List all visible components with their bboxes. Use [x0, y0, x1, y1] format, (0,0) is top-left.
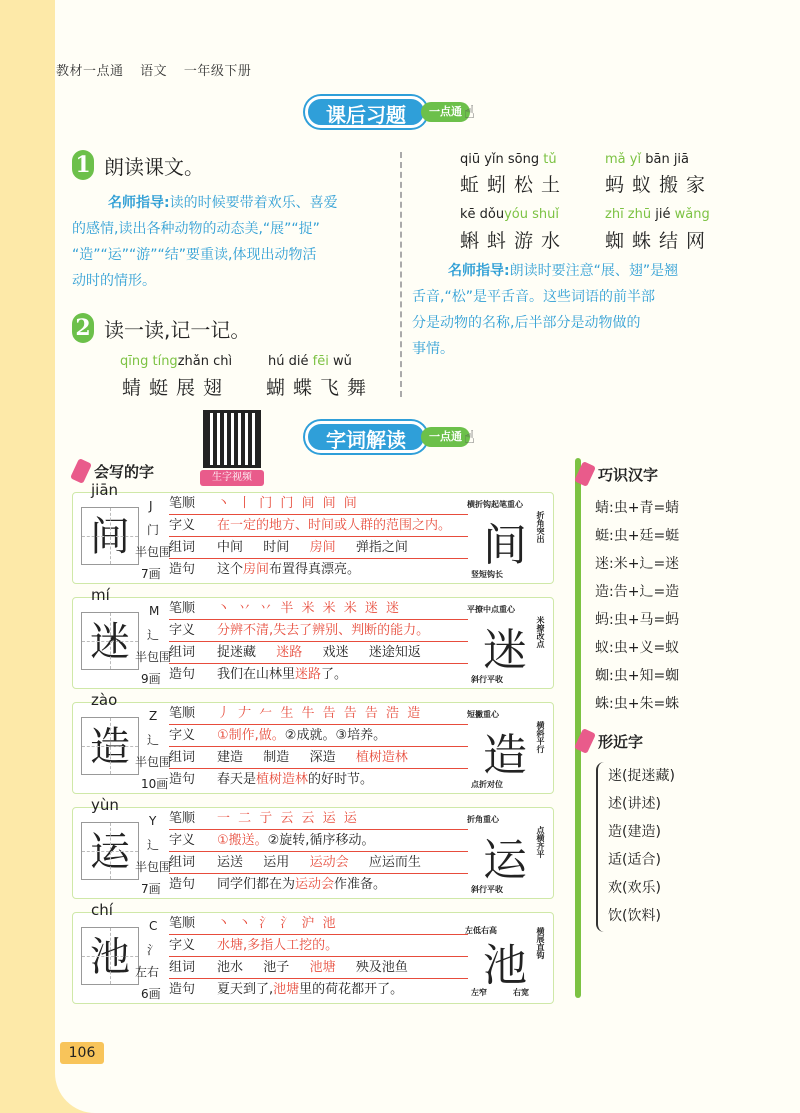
row-meaning [169, 830, 468, 852]
row-words [169, 642, 468, 664]
skill-item: 蚁:虫+义=蚁 [595, 640, 680, 656]
word: 深造 [309, 750, 336, 765]
row-words [169, 852, 468, 874]
guide-line: “造”“运”“游”“结”要重读,体现出动物活 [72, 247, 317, 263]
writing-note: 左窄 [471, 988, 487, 997]
writing-demo [467, 602, 547, 686]
row-label: 组词 [169, 960, 196, 975]
word: 戏迷 [322, 645, 349, 660]
row-label: 笔顺 [169, 916, 196, 931]
row-label: 组词 [169, 855, 196, 870]
word: 殃及池鱼 [355, 960, 408, 975]
question-number: 2 [72, 313, 94, 343]
row-sentence [169, 559, 468, 581]
word: 植树造林 [355, 750, 408, 765]
meaning-text: 水塘,多指人工挖的。 [217, 938, 339, 953]
writing-note: 折角突出 [536, 511, 545, 543]
row-meaning [169, 725, 468, 747]
sentence-highlight: 运动会 [295, 877, 335, 892]
radical: 辶 [147, 628, 160, 642]
writing-note: 横展直钩 [536, 927, 545, 959]
skill-item: 蜘:虫+知=蜘 [595, 668, 680, 684]
meaning-text: ②成就。③培养。 [284, 728, 387, 743]
char-grid: 运 [81, 822, 139, 880]
bracket [596, 762, 606, 932]
skill-item: 蜓:虫+廷=蜓 [595, 528, 680, 544]
radical: 辶 [147, 733, 160, 747]
demo-char: 运 [483, 835, 527, 886]
char-pinyin: jiān [91, 481, 119, 499]
sentence-highlight: 池塘 [273, 982, 300, 997]
sentence-text: 这个 [217, 562, 244, 577]
row-meaning [169, 935, 468, 957]
char-grid: 迷 [81, 612, 139, 670]
column-divider [400, 152, 402, 397]
row-order [169, 703, 468, 725]
guide-label: 名师指导: [448, 263, 510, 279]
pinyin-row [460, 207, 559, 222]
row-order [169, 493, 468, 515]
meaning-text: 分辨不清,失去了辨别、判断的能力。 [217, 623, 430, 638]
initial-letter: M [149, 604, 160, 618]
pinyin: kē dǒu [460, 207, 505, 222]
structure: 左右 [135, 965, 160, 979]
similar-item: 欢(欢乐) [608, 880, 661, 896]
sentence-text: 作准备。 [334, 877, 387, 892]
demo-char: 迷 [483, 625, 527, 676]
word-pair: 蚂蚁搬家 [605, 174, 714, 196]
row-label: 组词 [169, 750, 196, 765]
row-order [169, 913, 468, 935]
row-meaning [169, 515, 468, 537]
grade: 一年级下册 [183, 64, 252, 79]
section-title: 会写的字 [94, 462, 155, 481]
meaning-text: 在一定的地方、时间或人群的范围之内。 [217, 518, 452, 533]
section-skill [578, 463, 658, 485]
skill-item: 造:告+辶=造 [595, 584, 680, 600]
row-label: 造句 [169, 772, 196, 787]
question-title: 读一读,记一记。 [104, 317, 251, 342]
stroke-count: 10画 [141, 777, 169, 791]
row-label: 字义 [169, 938, 196, 953]
row-label: 笔顺 [169, 601, 196, 616]
pointer-hand-icon: ☝ [464, 426, 475, 448]
word-pair: 蚯蚓松土 [460, 174, 569, 196]
pinyin: fēi [312, 354, 329, 369]
meaning-text: ①制作,做。 [217, 728, 285, 743]
similar-list [608, 762, 675, 930]
char-card [72, 901, 554, 1004]
row-label: 造句 [169, 562, 196, 577]
similar-item: 造(建造) [608, 824, 661, 840]
pinyin: tǔ [543, 152, 557, 167]
sentence-text: 同学们都在为 [217, 877, 296, 892]
similar-item: 述(讲述) [608, 796, 661, 812]
row-order [169, 808, 468, 830]
word: 弹指之间 [355, 540, 408, 555]
pencil-icon [70, 458, 92, 484]
green-divider [575, 458, 581, 998]
row-label: 组词 [169, 540, 196, 555]
guide-label: 名师指导: [108, 195, 170, 211]
meaning-text: ②旋转,循序移动。 [267, 833, 375, 848]
char-card [72, 796, 554, 899]
stroke-count: 6画 [141, 987, 161, 1001]
initial-letter: C [149, 919, 158, 933]
subject: 语文 [140, 64, 168, 79]
word-pair: 蝌蚪游水 [460, 230, 569, 252]
radical: 门 [147, 523, 160, 537]
pinyin: yóu shuǐ [504, 207, 559, 222]
sentence-text: 夏天到了, [217, 982, 274, 997]
pinyin: yǐ [629, 152, 642, 167]
word: 运动会 [309, 855, 349, 870]
pinyin: qiū yǐn sōng [460, 152, 540, 167]
initial-letter: Y [149, 814, 157, 828]
similar-item: 迷(捉迷藏) [608, 768, 675, 784]
sentence-text: 春天是 [217, 772, 257, 787]
row-sentence [169, 874, 468, 896]
char-card [72, 586, 554, 689]
word: 池水 [217, 960, 244, 975]
row-label: 字义 [169, 518, 196, 533]
demo-char: 池 [483, 940, 527, 991]
stroke-count: 9画 [141, 672, 161, 686]
row-label: 笔顺 [169, 706, 196, 721]
guide-line: 的感情,读出各种动物的动态美,“展”“捉” [72, 221, 320, 237]
word: 运用 [263, 855, 290, 870]
row-meaning [169, 620, 468, 642]
page-number: 106 [60, 1042, 104, 1064]
initial-letter: J [149, 499, 153, 513]
writing-note: 斜行平收 [471, 675, 503, 684]
char-card [72, 481, 554, 584]
writing-demo [467, 497, 547, 581]
row-label: 造句 [169, 982, 196, 997]
writing-note: 右宽 [513, 988, 529, 997]
guide-line: 动时的情形。 [72, 273, 156, 289]
similar-item: 饮(饮料) [608, 908, 661, 924]
qr-label: 生字视频 [200, 470, 264, 486]
skill-item: 蛛:虫+朱=蛛 [595, 696, 680, 712]
writing-note: 点横齐平 [536, 826, 545, 858]
banner-tag: 一点通 [421, 102, 470, 122]
writing-note: 点折对位 [471, 780, 503, 789]
skill-item: 迷:米+辶=迷 [595, 556, 680, 572]
pinyin: wǔ [332, 354, 352, 369]
writing-note: 竖短钩长 [471, 570, 503, 579]
char-pinyin: zào [91, 691, 118, 709]
section-title: 巧识汉字 [598, 465, 659, 484]
pointer-hand-icon: ☝ [464, 101, 475, 123]
row-words [169, 957, 468, 979]
word-pair: 蝴蝶飞舞 [266, 377, 375, 399]
sentence-highlight: 迷路 [295, 667, 322, 682]
row-sentence [169, 664, 468, 686]
skill-list [595, 494, 679, 718]
char-grid: 造 [81, 717, 139, 775]
question-title: 朗读课文。 [104, 154, 204, 179]
pinyin-row [120, 354, 232, 369]
sentence-text: 里的荷花都开了。 [299, 982, 404, 997]
row-order [169, 598, 468, 620]
structure: 半包围 [135, 545, 172, 559]
teacher-guide-2 [412, 258, 742, 362]
word-pair: 蜻蜓展翅 [122, 377, 231, 399]
pinyin: wǎng [674, 207, 710, 222]
skill-item: 蜻:虫+青=蜻 [595, 500, 680, 516]
row-label: 字义 [169, 833, 196, 848]
similar-item: 适(适合) [608, 852, 661, 868]
pinyin-row [605, 152, 689, 167]
pinyin-row [268, 354, 352, 369]
char-pinyin: yùn [91, 796, 119, 814]
pinyin: zhǎn chì [177, 354, 233, 369]
writing-note: 横折钩起笔重心 [467, 500, 523, 509]
structure: 半包围 [135, 650, 172, 664]
stroke-count: 7画 [141, 882, 161, 896]
pinyin: jié [655, 207, 671, 222]
guide-line: 读的时候要带着欢乐、喜爱 [169, 195, 338, 211]
guide-line: 舌音,“松”是平舌音。这些词语的前半部 [412, 289, 655, 305]
word-pair: 蜘蛛结网 [605, 230, 714, 252]
guide-line: 事情。 [412, 341, 454, 357]
word: 中间 [217, 540, 244, 555]
sentence-text: 我们在山林里 [217, 667, 296, 682]
question-1 [72, 150, 204, 180]
writing-note: 横斜平行 [536, 721, 545, 753]
word: 迷途知返 [368, 645, 421, 660]
banner-title: 字词解读 [305, 421, 427, 453]
word: 房间 [309, 540, 336, 555]
word: 应运而生 [368, 855, 421, 870]
sentence-text: 布置得真漂亮。 [269, 562, 361, 577]
writing-note: 平撩中点重心 [467, 605, 515, 614]
row-label: 造句 [169, 667, 196, 682]
pinyin: hú dié [268, 354, 309, 369]
guide-line: 分是动物的名称,后半部分是动物做的 [412, 315, 641, 331]
row-sentence [169, 769, 468, 791]
stroke-order: 一 二 亍 云 云 运 运 [217, 811, 359, 826]
word: 运送 [217, 855, 244, 870]
word: 建造 [217, 750, 244, 765]
question-number: 1 [72, 150, 94, 180]
structure: 半包围 [135, 860, 172, 874]
char-card [72, 691, 554, 794]
qr-code[interactable] [203, 410, 261, 468]
question-2 [72, 313, 250, 343]
char-pinyin: mí [91, 586, 110, 604]
pinyin: qīng tíng [120, 354, 178, 369]
char-grid: 间 [81, 507, 139, 565]
sentence-text: 了。 [321, 667, 348, 682]
pencil-icon [574, 461, 596, 487]
radical: 氵 [147, 943, 160, 957]
row-label: 组词 [169, 645, 196, 660]
stroke-order: 丿 𠂇 𠂉 生 牛 告 告 告 浩 造 [217, 706, 423, 721]
demo-char: 造 [483, 730, 527, 781]
radical: 辶 [147, 838, 160, 852]
word: 池子 [263, 960, 290, 975]
pencil-icon [574, 728, 596, 754]
writing-note: 折角重心 [467, 815, 499, 824]
stroke-order: 丶 丨 门 门 间 间 间 [217, 496, 359, 511]
word: 捉迷藏 [217, 645, 257, 660]
pinyin: zhī zhū [605, 207, 652, 222]
stroke-order: 丶 丷 丷 半 米 米 米 迷 迷 [217, 601, 402, 616]
row-sentence [169, 979, 468, 1001]
stroke-count: 7画 [141, 567, 161, 581]
structure: 半包围 [135, 755, 172, 769]
writing-note: 斜行平收 [471, 885, 503, 894]
writing-demo [467, 812, 547, 896]
writing-note: 短撇重心 [467, 710, 499, 719]
initial-letter: Z [149, 709, 158, 723]
banner-exercises [305, 95, 475, 129]
char-grid: 池 [81, 927, 139, 985]
pinyin-row [460, 152, 557, 167]
pinyin: mǎ [605, 152, 626, 167]
teacher-guide-1 [72, 190, 392, 294]
running-header [56, 60, 263, 79]
writing-demo [467, 707, 547, 791]
meaning-text: ①搬送。 [217, 833, 268, 848]
section-write-chars [74, 460, 154, 482]
book-title: 教材一点通 [56, 64, 124, 79]
row-label: 字义 [169, 728, 196, 743]
row-label: 笔顺 [169, 496, 196, 511]
row-words [169, 537, 468, 559]
guide-line: 朗读时要注意“展、翅”是翘 [509, 263, 679, 279]
word: 池塘 [309, 960, 336, 975]
pinyin-row [605, 207, 710, 222]
banner-title: 课后习题 [305, 96, 427, 128]
writing-note: 左低右高 [465, 926, 497, 935]
row-words [169, 747, 468, 769]
section-similar [578, 730, 643, 752]
section-title: 形近字 [598, 732, 644, 751]
stroke-order: 丶 丶 氵 氵 沪 池 [217, 916, 338, 931]
row-label: 造句 [169, 877, 196, 892]
char-pinyin: chí [91, 901, 113, 919]
pinyin: bān jiā [645, 152, 690, 167]
demo-char: 间 [483, 520, 527, 571]
banner-tag: 一点通 [421, 427, 470, 447]
writing-note: 米撩改点 [536, 616, 545, 648]
word: 迷路 [276, 645, 303, 660]
word: 时间 [263, 540, 290, 555]
word: 制造 [263, 750, 290, 765]
writing-demo [465, 917, 547, 1001]
skill-item: 蚂:虫+马=蚂 [595, 612, 680, 628]
banner-vocabulary [305, 420, 475, 454]
row-label: 字义 [169, 623, 196, 638]
sentence-highlight: 房间 [243, 562, 270, 577]
row-label: 笔顺 [169, 811, 196, 826]
sentence-text: 的好时节。 [308, 772, 374, 787]
sentence-highlight: 植树造林 [256, 772, 309, 787]
